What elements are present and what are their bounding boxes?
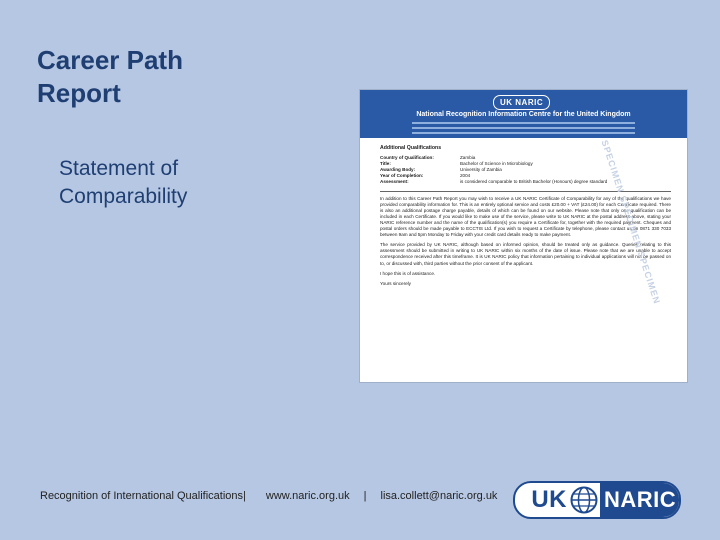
field-label: Awarding Body:	[380, 167, 416, 173]
document-org-name: National Recognition Information Centre for the United Kingdom	[416, 111, 631, 118]
document-paragraph: In addition to this Career Path Report you may wish to receive a UK NARIC Certificate of Comparability for any of the qualifications we have provided comparability information for. This is an entirely optional service and costs £20.00 + VAT (£24.00) for each Certificate required. There is also an additional postage charge payable, details of which can be found on our website. Please note that only one qualification can be included in each Certificate. If you would like to make use of the service, please write to UK NARIC at the postal address above, stating your NARIC reference number and the name of the qualification(s) you require a Certificate for, together with the required payment. Cheques and postal orders should be made payable to ECCTIS Ltd. If you wish to request a Certificate by telephone, please contact us on 0871 330 7033 between 9am and 5pm Monday to Friday with your credit card details ready to make payment.	[380, 195, 671, 238]
globe-icon	[570, 486, 598, 514]
field-label: Assessment:	[380, 179, 409, 185]
header-detail-line	[412, 127, 635, 129]
footer-website-link[interactable]: www.naric.org.uk	[265, 490, 350, 502]
footer	[40, 490, 497, 502]
field-row	[380, 179, 671, 185]
logo-naric-text: NARIC	[600, 483, 679, 517]
footer-email-link[interactable]: lisa.collett@naric.org.uk	[380, 490, 498, 502]
field-label: Title:	[380, 161, 391, 167]
document-image	[360, 90, 687, 382]
document-header	[360, 90, 687, 138]
field-value: 2004	[460, 173, 471, 179]
uk-naric-logo	[513, 481, 681, 519]
header-detail-line	[412, 132, 635, 134]
footer-text: Recognition of International Qualifications	[40, 490, 244, 502]
document-logo: UK NARIC	[493, 95, 550, 110]
header-detail-line	[412, 122, 635, 124]
field-value: Zambia	[460, 155, 476, 161]
field-value: Bachelor of Science in Microbiology	[460, 161, 533, 167]
document-paragraph: Yours sincerely	[380, 280, 411, 286]
slide-title: Career Path Report	[37, 45, 183, 108]
field-value: is considered comparable to British Bachelor (Honours) degree standard	[460, 179, 608, 185]
divider	[380, 191, 671, 192]
specimen-watermark: SPECIMEN SPECIMEN SPECIMEN	[599, 138, 663, 306]
footer-separator: |	[363, 490, 367, 502]
field-value: University of Zambia	[460, 167, 502, 173]
document-paragraph: I hope this is of assistance.	[380, 270, 436, 276]
slide-subtitle: Statement of Comparability	[59, 157, 188, 208]
document-section-title: Additional Qualifications	[380, 145, 442, 151]
field-label: Country of Qualification:	[380, 155, 434, 161]
field-label: Year of Completion:	[380, 173, 424, 179]
document-paragraph: The service provided by UK NARIC, although based on informed opinion, should be treated only as guidance. Queries relating to this assessment should be submitted in writing to UK NARIC within six months of the date of issue. Please note that we are unable to accept correspondence received after this timeframe. It is UK NARIC policy that information pertaining to individual applications will not be passed on to, or discussed with, third parties without the prior consent of the applicant.	[380, 242, 671, 266]
footer-separator: |	[243, 490, 246, 502]
logo-uk-text: UK	[531, 486, 567, 513]
